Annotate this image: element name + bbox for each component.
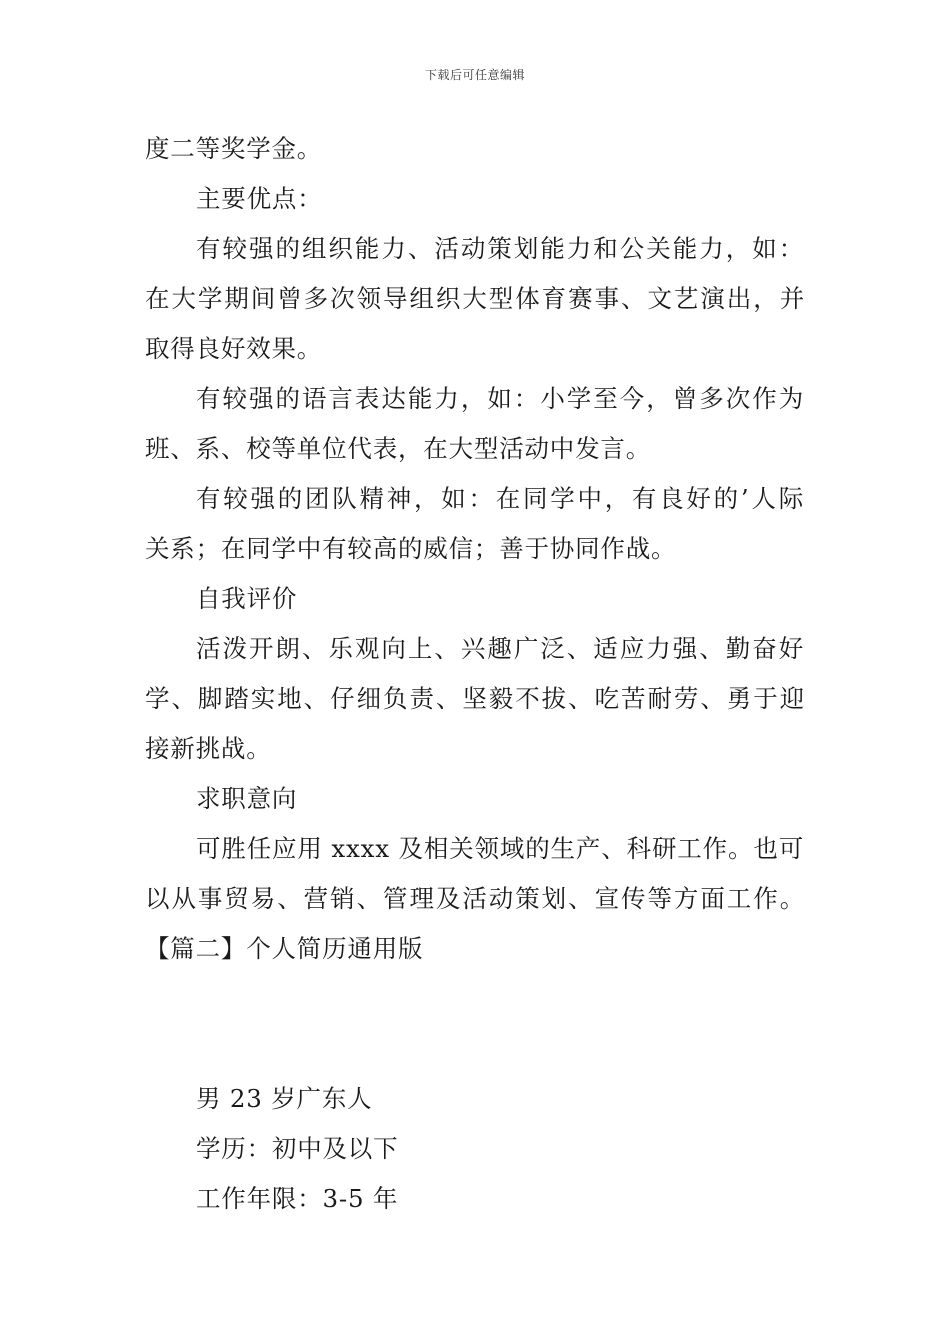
page-header: 下载后可任意编辑 [424, 68, 525, 82]
text-line: 活泼开朗、乐观向上、兴趣广泛、适应力强、勤奋好 [196, 634, 804, 663]
text-line: 有较强的团队精神，如：在同学中，有良好的’人际 [196, 484, 804, 513]
text-line: 学历：初中及以下 [196, 1134, 399, 1163]
text-line: 在大学期间曾多次领导组织大型体育赛事、文艺演出，并 [145, 284, 805, 313]
text-line: 有较强的组织能力、活动策划能力和公关能力，如： [196, 234, 804, 263]
section-heading: 主要优点： [196, 184, 323, 213]
text-line: 取得良好效果。 [145, 334, 323, 363]
text-line: 工作年限：3-5 年 [196, 1184, 399, 1213]
text-line: 男 23 岁广东人 [196, 1084, 373, 1113]
text-line: 有较强的语言表达能力，如：小学至今，曾多次作为 [196, 384, 804, 413]
section-heading: 求职意向 [196, 784, 298, 813]
section-title: 【篇二】个人简历通用版 [145, 934, 424, 963]
text-line: 可胜任应用 xxxx 及相关领域的生产、科研工作。也可 [196, 834, 804, 863]
text-line: 学、脚踏实地、仔细负责、坚毅不拔、吃苦耐劳、勇于迎 [145, 684, 805, 713]
text-line: 度二等奖学金。 [145, 134, 323, 163]
text-line: 接新挑战。 [145, 734, 272, 763]
text-line: 班、系、校等单位代表，在大型活动中发言。 [145, 434, 651, 463]
text-line: 以从事贸易、营销、管理及活动策划、宣传等方面工作。 [145, 884, 805, 913]
section-heading: 自我评价 [196, 584, 298, 613]
text-line: 关系；在同学中有较高的威信；善于协同作战。 [145, 534, 677, 563]
